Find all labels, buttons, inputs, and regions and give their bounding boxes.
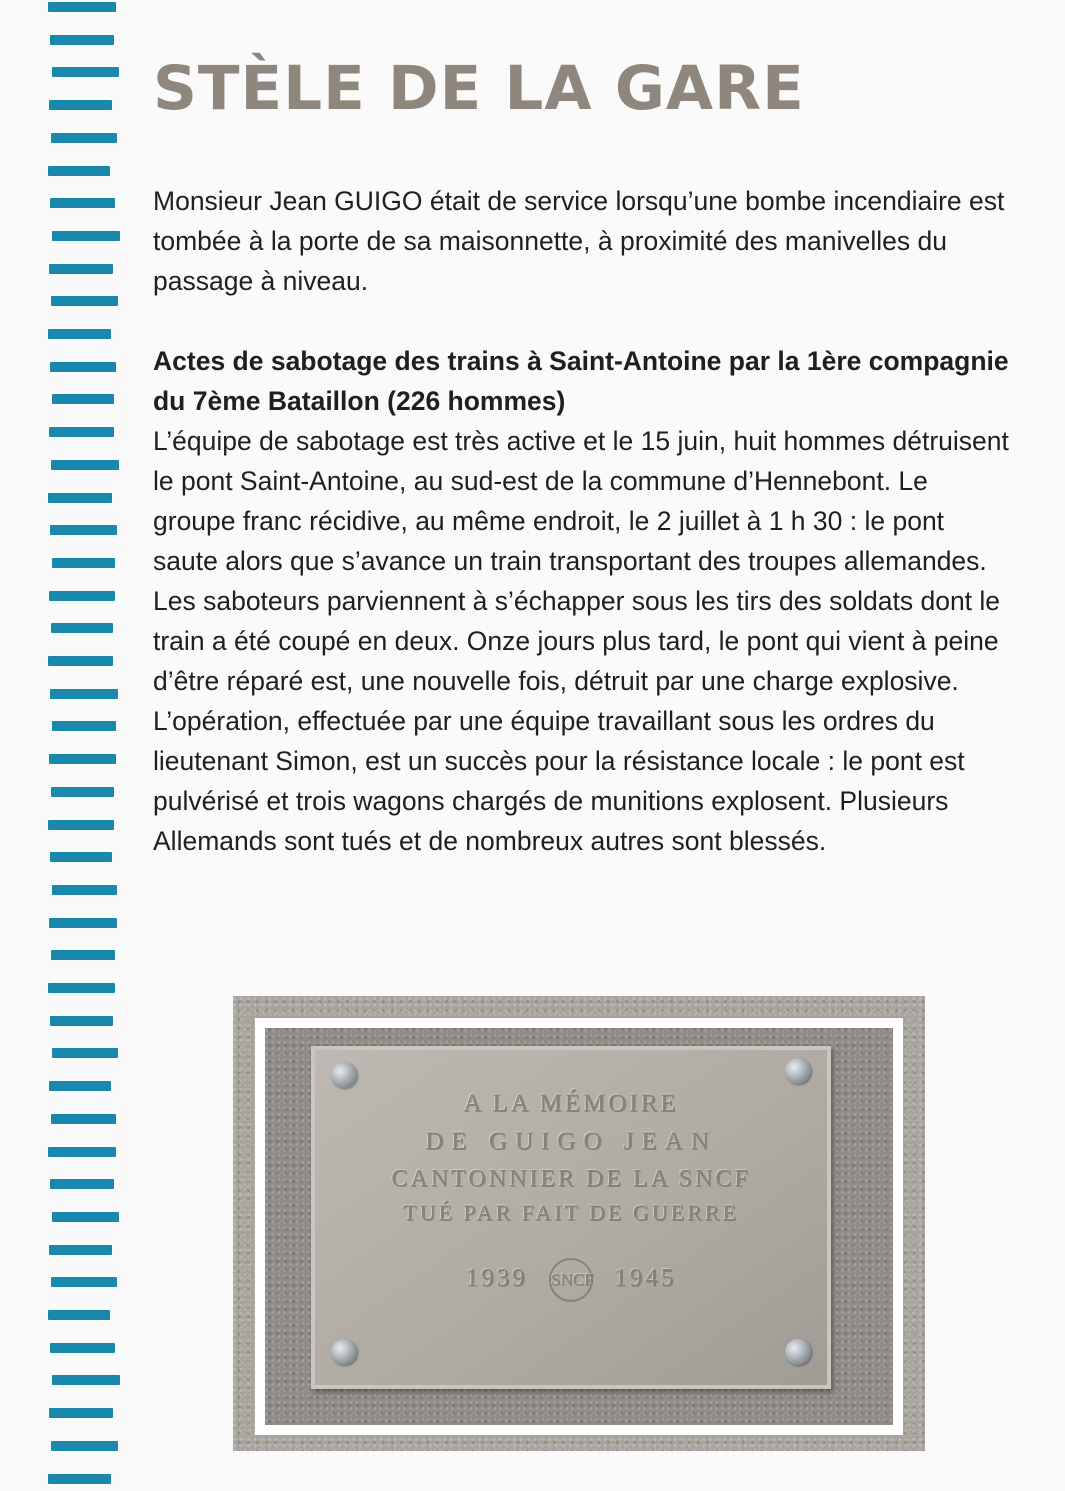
stripe-bar <box>48 820 114 830</box>
bolt-icon <box>785 1058 811 1084</box>
plaque-line-3: CANTONNIER DE LA SNCF <box>391 1166 751 1192</box>
stripe-bar <box>49 427 114 437</box>
page-title: STÈLE DE LA GARE <box>153 53 805 124</box>
plaque-line-1: A LA MÉMOIRE <box>463 1090 679 1117</box>
stripe-bar <box>51 787 114 797</box>
stripe-bar <box>50 1179 114 1189</box>
stripe-bar <box>52 558 115 568</box>
stripe-bar <box>51 950 115 960</box>
stripe-bar <box>50 1016 113 1026</box>
stripe-bar <box>52 1212 119 1222</box>
stripe-bar <box>48 1474 111 1484</box>
section-heading: Actes de sabotage des trains à Saint-Antoine par la 1ère compagnie du 7ème Bataillon (226 hommes) <box>153 346 1009 416</box>
stripe-bar <box>48 329 111 339</box>
stripe-bar <box>50 852 112 862</box>
plaque-year-end: 1945 <box>614 1264 677 1292</box>
stripe-bar <box>50 362 116 372</box>
stripe-bar <box>51 623 113 633</box>
plaque-line-2: DE GUIGO JEAN <box>425 1128 717 1155</box>
stripe-bar <box>51 1441 118 1451</box>
stripe-bar <box>52 67 119 77</box>
plaque-line-4: TUÉ PAR FAIT DE GUERRE <box>403 1200 739 1225</box>
stripe-bar <box>51 460 119 470</box>
stripe-bar <box>48 2 116 12</box>
stripe-bar <box>49 1081 111 1091</box>
sncf-monogram-icon: SNCF <box>549 1258 593 1302</box>
stripe-bar <box>50 689 118 699</box>
photo-frame <box>255 1018 903 1435</box>
stripe-bar <box>48 656 113 666</box>
plaque-photo <box>233 996 925 1451</box>
stripe-bar <box>52 394 114 404</box>
stripe-bar <box>49 264 113 274</box>
stripe-bar <box>48 1147 116 1157</box>
stripe-bar <box>49 918 117 928</box>
stripe-bar <box>50 35 114 45</box>
stripe-bar <box>48 1310 110 1320</box>
stripe-bar <box>48 166 110 176</box>
bolt-icon <box>331 1062 357 1088</box>
plaque-years <box>315 1258 827 1302</box>
stripe-bar <box>50 1343 115 1353</box>
stripe-bar <box>48 983 115 993</box>
stripe-bar <box>48 493 112 503</box>
stripe-bar <box>49 1245 112 1255</box>
stripe-bar <box>51 1114 116 1124</box>
memorial-plaque <box>311 1046 831 1389</box>
stripe-bar <box>52 1375 120 1385</box>
decorative-stripe-border <box>0 0 130 1491</box>
stripe-bar <box>51 133 117 143</box>
stripe-bar <box>52 721 116 731</box>
stripe-bar <box>50 198 115 208</box>
plaque-year-start: 1939 <box>465 1264 528 1292</box>
stripe-bar <box>51 296 118 306</box>
stripe-bar <box>52 885 117 895</box>
section-body: L’équipe de sabotage est très active et le 15 juin, huit hommes détruisent le pont Saint-Antoine, au sud-est de la commune d’Hennebont. Le groupe franc récidive, au même endroit, le 2 juillet à 1 h 30 : le pont saute alors que s’avance un train transportant des troupes allemandes. Les saboteurs parviennent à s’échapper sous les tirs des soldats dont le train a été coupé en deux. Onze jours plus tard, le pont qui vient à peine d’être réparé est, une nouvelle fois, détruit par une charge explosive. L’opération, effectuée par une équipe travaillant sous les ordres du lieutenant Simon, est un succès pour la résistance locale : le pont est pulvérisé et trois wagons chargés de munitions explosent. Plusieurs Allemands sont tués et de nombreux autres sont blessés. <box>153 426 1009 856</box>
bolt-icon <box>331 1339 357 1365</box>
stripe-bar <box>52 1048 118 1058</box>
stripe-bar <box>50 525 117 535</box>
sabotage-section <box>153 341 1013 861</box>
bolt-icon <box>785 1339 811 1365</box>
stripe-bar <box>49 754 116 764</box>
intro-paragraph: Monsieur Jean GUIGO était de service lorsqu’une bombe incendiaire est tombée à la porte de sa maisonnette, à proximité des manivelles du passage à niveau. <box>153 186 1005 296</box>
stripe-bar <box>52 231 120 241</box>
stripe-bar <box>51 1277 117 1287</box>
stripe-bar <box>49 100 112 110</box>
stripe-bar <box>49 1408 113 1418</box>
stripe-bar <box>49 591 115 601</box>
